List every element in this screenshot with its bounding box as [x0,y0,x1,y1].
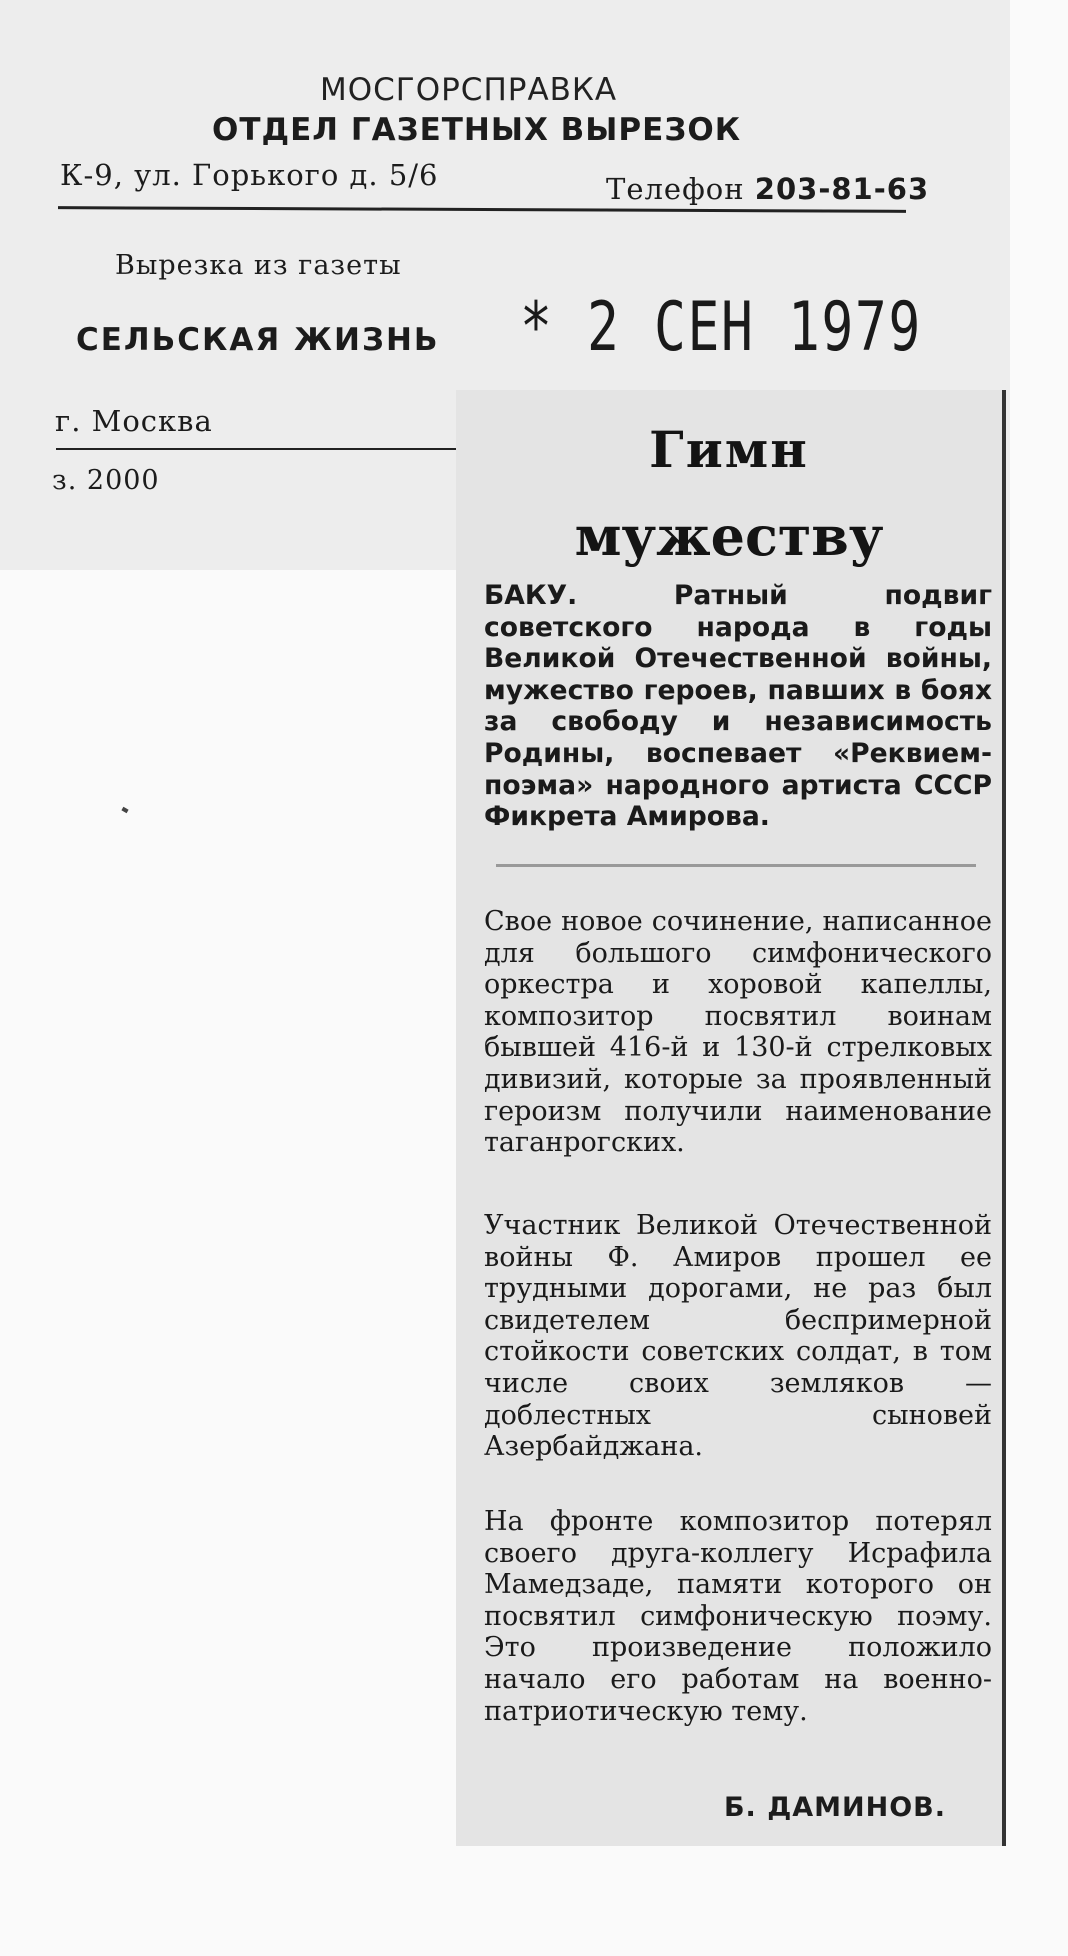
article-title-line-2: мужеству [574,504,884,568]
date-stamp: * 2 СЕН 1979 [520,288,922,367]
newspaper-clipping [456,390,1006,1846]
organization-name: МОСГОРСПРАВКА [320,72,618,108]
department-name: ОТДЕЛ ГАЗЕТНЫХ ВЫРЕЗОК [212,112,742,148]
article-title-line-1: Гимн [649,420,809,479]
phone [606,172,929,206]
clipping-label: Вырезка из газеты [115,250,402,281]
lead-separator [496,864,976,867]
article-lead: БАКУ. Ратный подвиг советского народа в годы Великой Отечественной войны, мужество героев, павших в боях за свободу и независимость Родины, воспевает «Реквием-поэма» народного артиста СССР Фикрета Амирова. [484,580,992,833]
article-author: Б. ДАМИНОВ. [723,1792,946,1823]
article-paragraph-2: Участник Великой Отечественной войны Ф. Амиров прошел ее трудными дорогами, не раз был свидетелем беспримерной стойкости советских солдат, в том числе своих земляков — доблестных сыновей Азербайджана. [484,1210,992,1463]
address: К-9, ул. Горького д. 5/6 [60,158,439,192]
order-number: з. 2000 [52,465,160,496]
phone-number: 203-81-63 [754,172,930,206]
city: г. Москва [55,404,213,438]
article-paragraph-1: Свое новое сочинение, написанное для большого симфонического оркестра и хоровой капеллы, композитор посвятил воинам бывшей 416-й и 130-й стрелковых дивизий, которые за проявленный героизм получили наименование таганрогских. [484,906,992,1159]
article-paragraph-3: На фронте композитор потерял своего друга-коллегу Исрафила Мамедзаде, памяти которого он посвятил симфоническую поэму. Это произведение положило начало его работам на военно-патриотическую тему. [484,1506,992,1727]
newspaper-name: СЕЛЬСКАЯ ЖИЗНЬ [76,322,440,358]
header-rule [58,206,906,213]
phone-label: Телефон [606,172,745,206]
city-rule [56,448,456,450]
